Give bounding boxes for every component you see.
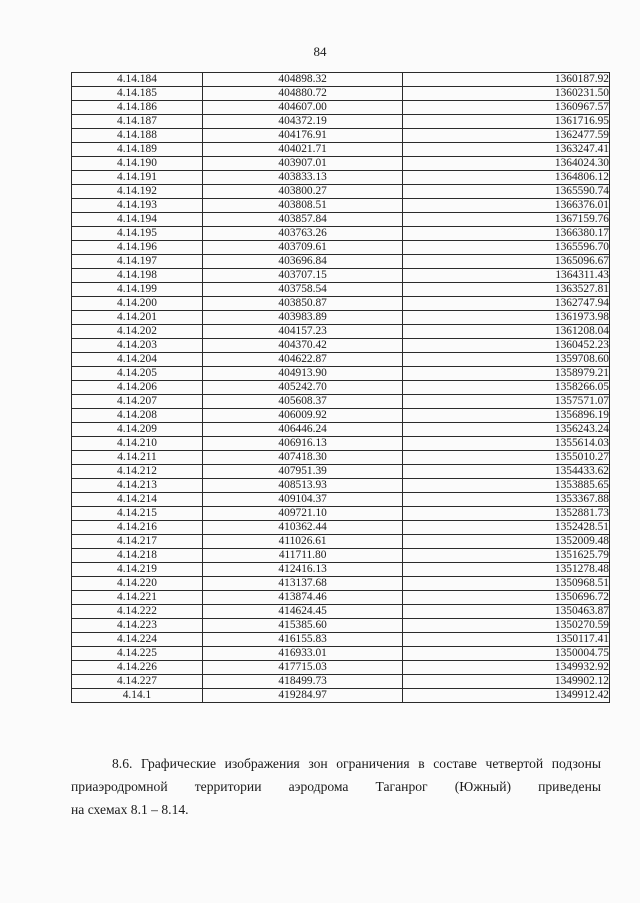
- table-row: [72, 437, 610, 451]
- point-id-cell: 4.14.196: [72, 241, 203, 255]
- y-coordinate-cell: 1362747.94: [403, 297, 610, 311]
- point-id-cell: 4.14.190: [72, 157, 203, 171]
- x-coordinate-cell: 409104.37: [202, 493, 402, 507]
- point-id-cell: 4.14.199: [72, 283, 203, 297]
- point-id-cell: 4.14.209: [72, 423, 203, 437]
- table-row: [72, 535, 610, 549]
- table-row: [72, 73, 610, 87]
- y-coordinate-cell: 1365596.70: [403, 241, 610, 255]
- table-row: [72, 241, 610, 255]
- table-row: [72, 325, 610, 339]
- point-id-cell: 4.14.226: [72, 661, 203, 675]
- table-row: [72, 493, 610, 507]
- x-coordinate-cell: 403808.51: [202, 199, 402, 213]
- x-coordinate-cell: 404622.87: [202, 353, 402, 367]
- table-row: [72, 171, 610, 185]
- point-id-cell: 4.14.189: [72, 143, 203, 157]
- table-row: [72, 185, 610, 199]
- x-coordinate-cell: 417715.03: [202, 661, 402, 675]
- table-row: [72, 157, 610, 171]
- y-coordinate-cell: 1357571.07: [403, 395, 610, 409]
- table-row: [72, 353, 610, 367]
- point-id-cell: 4.14.227: [72, 675, 203, 689]
- table-row: [72, 283, 610, 297]
- x-coordinate-cell: 412416.13: [202, 563, 402, 577]
- table-row: [72, 605, 610, 619]
- x-coordinate-cell: 419284.97: [202, 689, 402, 703]
- y-coordinate-cell: 1360452.23: [403, 339, 610, 353]
- table-row: [72, 339, 610, 353]
- table-row: [72, 507, 610, 521]
- x-coordinate-cell: 406916.13: [202, 437, 402, 451]
- point-id-cell: 4.14.185: [72, 87, 203, 101]
- y-coordinate-cell: 1360967.57: [403, 101, 610, 115]
- table-row: [72, 521, 610, 535]
- table-row: [72, 549, 610, 563]
- y-coordinate-cell: 1359708.60: [403, 353, 610, 367]
- point-id-cell: 4.14.195: [72, 227, 203, 241]
- point-id-cell: 4.14.200: [72, 297, 203, 311]
- point-id-cell: 4.14.192: [72, 185, 203, 199]
- point-id-cell: 4.14.215: [72, 507, 203, 521]
- table-row: [72, 87, 610, 101]
- y-coordinate-cell: 1350968.51: [403, 577, 610, 591]
- y-coordinate-cell: 1353885.65: [403, 479, 610, 493]
- x-coordinate-cell: 411711.80: [202, 549, 402, 563]
- table-row: [72, 143, 610, 157]
- x-coordinate-cell: 418499.73: [202, 675, 402, 689]
- y-coordinate-cell: 1349902.12: [403, 675, 610, 689]
- point-id-cell: 4.14.207: [72, 395, 203, 409]
- table-row: [72, 115, 610, 129]
- x-coordinate-cell: 415385.60: [202, 619, 402, 633]
- table-row: [72, 269, 610, 283]
- y-coordinate-cell: 1364024.30: [403, 157, 610, 171]
- x-coordinate-cell: 406009.92: [202, 409, 402, 423]
- table-row: [72, 633, 610, 647]
- point-id-cell: 4.14.211: [72, 451, 203, 465]
- y-coordinate-cell: 1365590.74: [403, 185, 610, 199]
- y-coordinate-cell: 1352428.51: [403, 521, 610, 535]
- point-id-cell: 4.14.222: [72, 605, 203, 619]
- table-row: [72, 591, 610, 605]
- y-coordinate-cell: 1350696.72: [403, 591, 610, 605]
- table-row: [72, 675, 610, 689]
- point-id-cell: 4.14.203: [72, 339, 203, 353]
- y-coordinate-cell: 1354433.62: [403, 465, 610, 479]
- point-id-cell: 4.14.220: [72, 577, 203, 591]
- x-coordinate-cell: 404157.23: [202, 325, 402, 339]
- x-coordinate-cell: 407418.30: [202, 451, 402, 465]
- table-row: [72, 395, 610, 409]
- point-id-cell: 4.14.194: [72, 213, 203, 227]
- y-coordinate-cell: 1360231.50: [403, 87, 610, 101]
- table-row: [72, 423, 610, 437]
- coordinates-table-body: [72, 73, 610, 703]
- y-coordinate-cell: 1351625.79: [403, 549, 610, 563]
- x-coordinate-cell: 403800.27: [202, 185, 402, 199]
- y-coordinate-cell: 1360187.92: [403, 73, 610, 87]
- y-coordinate-cell: 1363247.41: [403, 143, 610, 157]
- y-coordinate-cell: 1352881.73: [403, 507, 610, 521]
- table-row: [72, 101, 610, 115]
- section-paragraph: [71, 752, 601, 821]
- table-row: [72, 227, 610, 241]
- x-coordinate-cell: 407951.39: [202, 465, 402, 479]
- table-row: [72, 311, 610, 325]
- table-row: [72, 213, 610, 227]
- point-id-cell: 4.14.212: [72, 465, 203, 479]
- x-coordinate-cell: 404880.72: [202, 87, 402, 101]
- table-row: [72, 577, 610, 591]
- x-coordinate-cell: 403833.13: [202, 171, 402, 185]
- y-coordinate-cell: 1356243.24: [403, 423, 610, 437]
- point-id-cell: 4.14.216: [72, 521, 203, 535]
- point-id-cell: 4.14.225: [72, 647, 203, 661]
- x-coordinate-cell: 413137.68: [202, 577, 402, 591]
- x-coordinate-cell: 404176.91: [202, 129, 402, 143]
- table-row: [72, 255, 610, 269]
- table-row: [72, 129, 610, 143]
- paragraph-line-1: 8.6. Графические изображения зон ограничения в составе четвертой подзоны: [112, 756, 601, 771]
- point-id-cell: 4.14.205: [72, 367, 203, 381]
- y-coordinate-cell: 1350463.87: [403, 605, 610, 619]
- table-row: [72, 451, 610, 465]
- point-id-cell: 4.14.202: [72, 325, 203, 339]
- point-id-cell: 4.14.206: [72, 381, 203, 395]
- y-coordinate-cell: 1356896.19: [403, 409, 610, 423]
- x-coordinate-cell: 404372.19: [202, 115, 402, 129]
- x-coordinate-cell: 403763.26: [202, 227, 402, 241]
- y-coordinate-cell: 1352009.48: [403, 535, 610, 549]
- y-coordinate-cell: 1366380.17: [403, 227, 610, 241]
- table-row: [72, 689, 610, 703]
- x-coordinate-cell: 403907.01: [202, 157, 402, 171]
- table-row: [72, 619, 610, 633]
- coordinates-table: [71, 72, 610, 703]
- y-coordinate-cell: 1358979.21: [403, 367, 610, 381]
- x-coordinate-cell: 410362.44: [202, 521, 402, 535]
- point-id-cell: 4.14.210: [72, 437, 203, 451]
- point-id-cell: 4.14.217: [72, 535, 203, 549]
- y-coordinate-cell: 1366376.01: [403, 199, 610, 213]
- x-coordinate-cell: 404898.32: [202, 73, 402, 87]
- x-coordinate-cell: 405242.70: [202, 381, 402, 395]
- x-coordinate-cell: 404913.90: [202, 367, 402, 381]
- table-row: [72, 297, 610, 311]
- y-coordinate-cell: 1355614.03: [403, 437, 610, 451]
- y-coordinate-cell: 1367159.76: [403, 213, 610, 227]
- point-id-cell: 4.14.213: [72, 479, 203, 493]
- y-coordinate-cell: 1350117.41: [403, 633, 610, 647]
- x-coordinate-cell: 403850.87: [202, 297, 402, 311]
- y-coordinate-cell: 1349932.92: [403, 661, 610, 675]
- y-coordinate-cell: 1361208.04: [403, 325, 610, 339]
- y-coordinate-cell: 1363527.81: [403, 283, 610, 297]
- x-coordinate-cell: 403707.15: [202, 269, 402, 283]
- x-coordinate-cell: 403696.84: [202, 255, 402, 269]
- point-id-cell: 4.14.219: [72, 563, 203, 577]
- table-row: [72, 661, 610, 675]
- x-coordinate-cell: 404607.00: [202, 101, 402, 115]
- point-id-cell: 4.14.208: [72, 409, 203, 423]
- y-coordinate-cell: 1350270.59: [403, 619, 610, 633]
- paragraph-line-3: на схемах 8.1 – 8.14.: [71, 802, 189, 817]
- y-coordinate-cell: 1358266.05: [403, 381, 610, 395]
- paragraph-line-2: приаэродромной территории аэродрома Таганрог (Южный) приведены: [71, 779, 601, 794]
- table-row: [72, 381, 610, 395]
- point-id-cell: 4.14.224: [72, 633, 203, 647]
- y-coordinate-cell: 1351278.48: [403, 563, 610, 577]
- x-coordinate-cell: 416933.01: [202, 647, 402, 661]
- y-coordinate-cell: 1361973.98: [403, 311, 610, 325]
- point-id-cell: 4.14.197: [72, 255, 203, 269]
- x-coordinate-cell: 405608.37: [202, 395, 402, 409]
- point-id-cell: 4.14.186: [72, 101, 203, 115]
- y-coordinate-cell: 1362477.59: [403, 129, 610, 143]
- table-row: [72, 647, 610, 661]
- x-coordinate-cell: 409721.10: [202, 507, 402, 521]
- table-row: [72, 563, 610, 577]
- table-row: [72, 479, 610, 493]
- page-number: 84: [313, 44, 327, 59]
- point-id-cell: 4.14.193: [72, 199, 203, 213]
- point-id-cell: 4.14.221: [72, 591, 203, 605]
- point-id-cell: 4.14.198: [72, 269, 203, 283]
- point-id-cell: 4.14.223: [72, 619, 203, 633]
- point-id-cell: 4.14.191: [72, 171, 203, 185]
- x-coordinate-cell: 416155.83: [202, 633, 402, 647]
- table-row: [72, 465, 610, 479]
- point-id-cell: 4.14.214: [72, 493, 203, 507]
- point-id-cell: 4.14.184: [72, 73, 203, 87]
- point-id-cell: 4.14.187: [72, 115, 203, 129]
- point-id-cell: 4.14.204: [72, 353, 203, 367]
- x-coordinate-cell: 403709.61: [202, 241, 402, 255]
- x-coordinate-cell: 404370.42: [202, 339, 402, 353]
- point-id-cell: 4.14.201: [72, 311, 203, 325]
- point-id-cell: 4.14.188: [72, 129, 203, 143]
- y-coordinate-cell: 1353367.88: [403, 493, 610, 507]
- point-id-cell: 4.14.1: [72, 689, 203, 703]
- x-coordinate-cell: 403758.54: [202, 283, 402, 297]
- y-coordinate-cell: 1365096.67: [403, 255, 610, 269]
- x-coordinate-cell: 406446.24: [202, 423, 402, 437]
- y-coordinate-cell: 1350004.75: [403, 647, 610, 661]
- y-coordinate-cell: 1349912.42: [403, 689, 610, 703]
- x-coordinate-cell: 408513.93: [202, 479, 402, 493]
- x-coordinate-cell: 403857.84: [202, 213, 402, 227]
- x-coordinate-cell: 414624.45: [202, 605, 402, 619]
- x-coordinate-cell: 411026.61: [202, 535, 402, 549]
- y-coordinate-cell: 1361716.95: [403, 115, 610, 129]
- y-coordinate-cell: 1364806.12: [403, 171, 610, 185]
- table-row: [72, 409, 610, 423]
- x-coordinate-cell: 404021.71: [202, 143, 402, 157]
- point-id-cell: 4.14.218: [72, 549, 203, 563]
- table-row: [72, 367, 610, 381]
- x-coordinate-cell: 403983.89: [202, 311, 402, 325]
- y-coordinate-cell: 1364311.43: [403, 269, 610, 283]
- y-coordinate-cell: 1355010.27: [403, 451, 610, 465]
- table-row: [72, 199, 610, 213]
- x-coordinate-cell: 413874.46: [202, 591, 402, 605]
